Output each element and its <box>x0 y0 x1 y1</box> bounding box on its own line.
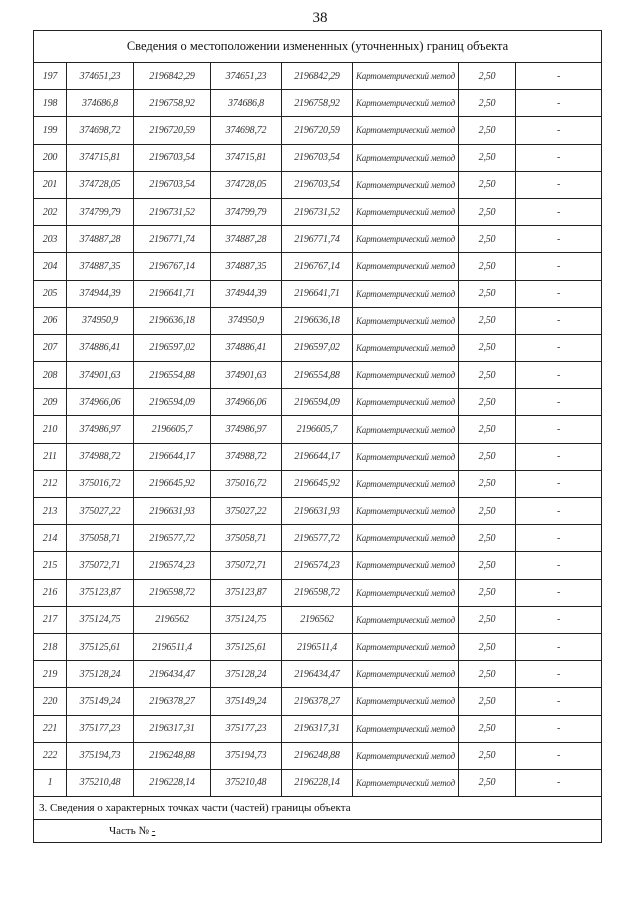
y-existing-cell: 2196703,54 <box>134 171 211 198</box>
method-cell: Картометрический метод <box>353 63 459 90</box>
description-cell: - <box>516 416 602 443</box>
x-refined-cell: 375210,48 <box>211 769 282 796</box>
x-existing-cell: 375123,87 <box>67 579 134 606</box>
x-existing-cell: 374901,63 <box>67 362 134 389</box>
y-refined-cell: 2196644,17 <box>282 443 353 470</box>
y-refined-cell: 2196771,74 <box>282 226 353 253</box>
method-cell: Картометрический метод <box>353 307 459 334</box>
y-existing-cell: 2196771,74 <box>134 226 211 253</box>
description-cell: - <box>516 661 602 688</box>
point-number-cell: 200 <box>34 144 67 171</box>
point-number-cell: 202 <box>34 198 67 225</box>
y-existing-cell: 2196631,93 <box>134 498 211 525</box>
x-existing-cell: 374651,23 <box>67 63 134 90</box>
x-existing-cell: 374886,41 <box>67 334 134 361</box>
table-row <box>34 552 602 579</box>
point-number-cell: 211 <box>34 443 67 470</box>
point-number-cell: 210 <box>34 416 67 443</box>
y-refined-cell: 2196731,52 <box>282 198 353 225</box>
y-refined-cell: 2196434,47 <box>282 661 353 688</box>
accuracy-cell: 2,50 <box>459 633 516 660</box>
accuracy-cell: 2,50 <box>459 307 516 334</box>
table-row <box>34 715 602 742</box>
method-cell: Картометрический метод <box>353 633 459 660</box>
part-label: Часть № <box>109 825 149 838</box>
x-existing-cell: 374966,06 <box>67 389 134 416</box>
x-refined-cell: 374887,28 <box>211 226 282 253</box>
x-existing-cell: 374950,9 <box>67 307 134 334</box>
y-existing-cell: 2196720,59 <box>134 117 211 144</box>
section3-title: 3. Сведения о характерных точках части (частей) границы объекта <box>34 797 602 820</box>
accuracy-cell: 2,50 <box>459 416 516 443</box>
method-cell: Картометрический метод <box>353 606 459 633</box>
section3-row <box>34 797 602 820</box>
x-existing-cell: 374686,8 <box>67 90 134 117</box>
description-cell: - <box>516 498 602 525</box>
y-refined-cell: 2196511,4 <box>282 633 353 660</box>
y-existing-cell: 2196434,47 <box>134 661 211 688</box>
table-row <box>34 334 602 361</box>
point-number-cell: 216 <box>34 579 67 606</box>
table-row <box>34 226 602 253</box>
x-refined-cell: 374799,79 <box>211 198 282 225</box>
x-existing-cell: 374986,97 <box>67 416 134 443</box>
point-number-cell: 199 <box>34 117 67 144</box>
accuracy-cell: 2,50 <box>459 742 516 769</box>
point-number-cell: 215 <box>34 552 67 579</box>
table-row <box>34 688 602 715</box>
x-existing-cell: 374715,81 <box>67 144 134 171</box>
table-row <box>34 117 602 144</box>
accuracy-cell: 2,50 <box>459 579 516 606</box>
point-number-cell: 222 <box>34 742 67 769</box>
x-refined-cell: 375125,61 <box>211 633 282 660</box>
y-refined-cell: 2196758,92 <box>282 90 353 117</box>
point-number-cell: 220 <box>34 688 67 715</box>
method-cell: Картометрический метод <box>353 117 459 144</box>
x-existing-cell: 375124,75 <box>67 606 134 633</box>
y-refined-cell: 2196248,88 <box>282 742 353 769</box>
x-existing-cell: 375125,61 <box>67 633 134 660</box>
table-row <box>34 525 602 552</box>
y-existing-cell: 2196598,72 <box>134 579 211 606</box>
table-row <box>34 144 602 171</box>
description-cell: - <box>516 552 602 579</box>
y-refined-cell: 2196594,09 <box>282 389 353 416</box>
y-refined-cell: 2196562 <box>282 606 353 633</box>
y-existing-cell: 2196758,92 <box>134 90 211 117</box>
description-cell: - <box>516 253 602 280</box>
y-refined-cell: 2196645,92 <box>282 470 353 497</box>
table-row <box>34 362 602 389</box>
table-row <box>34 90 602 117</box>
description-cell: - <box>516 171 602 198</box>
accuracy-cell: 2,50 <box>459 443 516 470</box>
x-refined-cell: 374886,41 <box>211 334 282 361</box>
x-existing-cell: 374988,72 <box>67 443 134 470</box>
x-refined-cell: 374986,97 <box>211 416 282 443</box>
table-row <box>34 443 602 470</box>
y-refined-cell: 2196598,72 <box>282 579 353 606</box>
y-existing-cell: 2196378,27 <box>134 688 211 715</box>
method-cell: Картометрический метод <box>353 280 459 307</box>
x-existing-cell: 375016,72 <box>67 470 134 497</box>
x-refined-cell: 374887,35 <box>211 253 282 280</box>
x-existing-cell: 374887,35 <box>67 253 134 280</box>
method-cell: Картометрический метод <box>353 525 459 552</box>
y-existing-cell: 2196767,14 <box>134 253 211 280</box>
x-refined-cell: 374901,63 <box>211 362 282 389</box>
accuracy-cell: 2,50 <box>459 144 516 171</box>
point-number-cell: 221 <box>34 715 67 742</box>
x-existing-cell: 375128,24 <box>67 661 134 688</box>
x-refined-cell: 375149,24 <box>211 688 282 715</box>
y-refined-cell: 2196842,29 <box>282 63 353 90</box>
x-refined-cell: 374698,72 <box>211 117 282 144</box>
table-row <box>34 769 602 796</box>
point-number-cell: 1 <box>34 769 67 796</box>
y-existing-cell: 2196228,14 <box>134 769 211 796</box>
point-number-cell: 201 <box>34 171 67 198</box>
x-existing-cell: 375072,71 <box>67 552 134 579</box>
accuracy-cell: 2,50 <box>459 688 516 715</box>
y-refined-cell: 2196574,23 <box>282 552 353 579</box>
method-cell: Картометрический метод <box>353 443 459 470</box>
table-row <box>34 171 602 198</box>
x-existing-cell: 374887,28 <box>67 226 134 253</box>
accuracy-cell: 2,50 <box>459 661 516 688</box>
y-existing-cell: 2196644,17 <box>134 443 211 470</box>
point-number-cell: 198 <box>34 90 67 117</box>
description-cell: - <box>516 715 602 742</box>
boundary-points-table <box>33 30 602 843</box>
x-refined-cell: 374966,06 <box>211 389 282 416</box>
method-cell: Картометрический метод <box>353 715 459 742</box>
y-existing-cell: 2196703,54 <box>134 144 211 171</box>
point-number-cell: 197 <box>34 63 67 90</box>
x-refined-cell: 374686,8 <box>211 90 282 117</box>
y-refined-cell: 2196577,72 <box>282 525 353 552</box>
accuracy-cell: 2,50 <box>459 552 516 579</box>
accuracy-cell: 2,50 <box>459 63 516 90</box>
x-existing-cell: 375210,48 <box>67 769 134 796</box>
x-refined-cell: 374944,39 <box>211 280 282 307</box>
accuracy-cell: 2,50 <box>459 525 516 552</box>
accuracy-cell: 2,50 <box>459 389 516 416</box>
method-cell: Картометрический метод <box>353 198 459 225</box>
method-cell: Картометрический метод <box>353 334 459 361</box>
description-cell: - <box>516 470 602 497</box>
y-refined-cell: 2196378,27 <box>282 688 353 715</box>
description-cell: - <box>516 362 602 389</box>
x-refined-cell: 374715,81 <box>211 144 282 171</box>
y-refined-cell: 2196641,71 <box>282 280 353 307</box>
method-cell: Картометрический метод <box>353 171 459 198</box>
x-refined-cell: 375194,73 <box>211 742 282 769</box>
page-number: 38 <box>312 10 328 26</box>
accuracy-cell: 2,50 <box>459 171 516 198</box>
x-existing-cell: 374698,72 <box>67 117 134 144</box>
accuracy-cell: 2,50 <box>459 280 516 307</box>
y-refined-cell: 2196703,54 <box>282 144 353 171</box>
point-number-cell: 217 <box>34 606 67 633</box>
y-existing-cell: 2196574,23 <box>134 552 211 579</box>
description-cell: - <box>516 144 602 171</box>
table-row <box>34 661 602 688</box>
accuracy-cell: 2,50 <box>459 470 516 497</box>
y-refined-cell: 2196767,14 <box>282 253 353 280</box>
accuracy-cell: 2,50 <box>459 198 516 225</box>
point-number-cell: 219 <box>34 661 67 688</box>
accuracy-cell: 2,50 <box>459 253 516 280</box>
accuracy-cell: 2,50 <box>459 90 516 117</box>
part-value: - <box>151 825 156 838</box>
y-refined-cell: 2196317,31 <box>282 715 353 742</box>
table-row <box>34 742 602 769</box>
accuracy-cell: 2,50 <box>459 334 516 361</box>
x-refined-cell: 374950,9 <box>211 307 282 334</box>
x-existing-cell: 375058,71 <box>67 525 134 552</box>
table-row <box>34 253 602 280</box>
point-number-cell: 218 <box>34 633 67 660</box>
point-number-cell: 214 <box>34 525 67 552</box>
table-row <box>34 633 602 660</box>
x-refined-cell: 375058,71 <box>211 525 282 552</box>
method-cell: Картометрический метод <box>353 470 459 497</box>
x-existing-cell: 374944,39 <box>67 280 134 307</box>
y-existing-cell: 2196597,02 <box>134 334 211 361</box>
x-existing-cell: 375149,24 <box>67 688 134 715</box>
method-cell: Картометрический метод <box>353 688 459 715</box>
x-existing-cell: 375177,23 <box>67 715 134 742</box>
description-cell: - <box>516 688 602 715</box>
y-existing-cell: 2196605,7 <box>134 416 211 443</box>
x-refined-cell: 375123,87 <box>211 579 282 606</box>
description-cell: - <box>516 633 602 660</box>
description-cell: - <box>516 117 602 144</box>
y-existing-cell: 2196554,88 <box>134 362 211 389</box>
x-existing-cell: 374799,79 <box>67 198 134 225</box>
table-row <box>34 579 602 606</box>
y-existing-cell: 2196636,18 <box>134 307 211 334</box>
table-row <box>34 280 602 307</box>
description-cell: - <box>516 389 602 416</box>
table-section-header <box>34 31 602 63</box>
method-cell: Картометрический метод <box>353 742 459 769</box>
accuracy-cell: 2,50 <box>459 226 516 253</box>
y-existing-cell: 2196641,71 <box>134 280 211 307</box>
description-cell: - <box>516 443 602 470</box>
x-refined-cell: 375177,23 <box>211 715 282 742</box>
accuracy-cell: 2,50 <box>459 117 516 144</box>
accuracy-cell: 2,50 <box>459 362 516 389</box>
accuracy-cell: 2,50 <box>459 606 516 633</box>
description-cell: - <box>516 742 602 769</box>
description-cell: - <box>516 606 602 633</box>
description-cell: - <box>516 280 602 307</box>
x-refined-cell: 374988,72 <box>211 443 282 470</box>
point-number-cell: 213 <box>34 498 67 525</box>
description-cell: - <box>516 198 602 225</box>
y-existing-cell: 2196731,52 <box>134 198 211 225</box>
description-cell: - <box>516 90 602 117</box>
y-existing-cell: 2196248,88 <box>134 742 211 769</box>
section-title: Сведения о местоположении измененных (уточненных) границ объекта <box>34 31 602 63</box>
x-refined-cell: 375128,24 <box>211 661 282 688</box>
part-row <box>34 820 602 843</box>
x-refined-cell: 375027,22 <box>211 498 282 525</box>
x-existing-cell: 375194,73 <box>67 742 134 769</box>
y-existing-cell: 2196842,29 <box>134 63 211 90</box>
x-refined-cell: 375124,75 <box>211 606 282 633</box>
table-row <box>34 198 602 225</box>
method-cell: Картометрический метод <box>353 253 459 280</box>
x-refined-cell: 375016,72 <box>211 470 282 497</box>
table-row <box>34 416 602 443</box>
method-cell: Картометрический метод <box>353 416 459 443</box>
x-refined-cell: 374728,05 <box>211 171 282 198</box>
description-cell: - <box>516 334 602 361</box>
description-cell: - <box>516 525 602 552</box>
x-refined-cell: 374651,23 <box>211 63 282 90</box>
y-existing-cell: 2196562 <box>134 606 211 633</box>
table-row <box>34 470 602 497</box>
accuracy-cell: 2,50 <box>459 715 516 742</box>
x-refined-cell: 375072,71 <box>211 552 282 579</box>
point-number-cell: 207 <box>34 334 67 361</box>
description-cell: - <box>516 579 602 606</box>
point-number-cell: 212 <box>34 470 67 497</box>
part-cell <box>34 820 602 843</box>
point-number-cell: 208 <box>34 362 67 389</box>
method-cell: Картометрический метод <box>353 552 459 579</box>
method-cell: Картометрический метод <box>353 144 459 171</box>
y-refined-cell: 2196597,02 <box>282 334 353 361</box>
table-row <box>34 498 602 525</box>
y-refined-cell: 2196636,18 <box>282 307 353 334</box>
x-existing-cell: 375027,22 <box>67 498 134 525</box>
description-cell: - <box>516 307 602 334</box>
accuracy-cell: 2,50 <box>459 498 516 525</box>
y-refined-cell: 2196720,59 <box>282 117 353 144</box>
table-row <box>34 63 602 90</box>
method-cell: Картометрический метод <box>353 579 459 606</box>
point-number-cell: 205 <box>34 280 67 307</box>
method-cell: Картометрический метод <box>353 226 459 253</box>
description-cell: - <box>516 63 602 90</box>
x-existing-cell: 374728,05 <box>67 171 134 198</box>
description-cell: - <box>516 226 602 253</box>
point-number-cell: 209 <box>34 389 67 416</box>
y-existing-cell: 2196511,4 <box>134 633 211 660</box>
table-row <box>34 307 602 334</box>
y-refined-cell: 2196554,88 <box>282 362 353 389</box>
y-existing-cell: 2196594,09 <box>134 389 211 416</box>
method-cell: Картометрический метод <box>353 362 459 389</box>
method-cell: Картометрический метод <box>353 661 459 688</box>
point-number-cell: 204 <box>34 253 67 280</box>
method-cell: Картометрический метод <box>353 498 459 525</box>
y-existing-cell: 2196645,92 <box>134 470 211 497</box>
point-number-cell: 203 <box>34 226 67 253</box>
method-cell: Картометрический метод <box>353 769 459 796</box>
table-row <box>34 389 602 416</box>
y-existing-cell: 2196577,72 <box>134 525 211 552</box>
method-cell: Картометрический метод <box>353 90 459 117</box>
point-number-cell: 206 <box>34 307 67 334</box>
table-row <box>34 606 602 633</box>
y-existing-cell: 2196317,31 <box>134 715 211 742</box>
description-cell: - <box>516 769 602 796</box>
y-refined-cell: 2196703,54 <box>282 171 353 198</box>
y-refined-cell: 2196631,93 <box>282 498 353 525</box>
y-refined-cell: 2196605,7 <box>282 416 353 443</box>
method-cell: Картометрический метод <box>353 389 459 416</box>
accuracy-cell: 2,50 <box>459 769 516 796</box>
y-refined-cell: 2196228,14 <box>282 769 353 796</box>
